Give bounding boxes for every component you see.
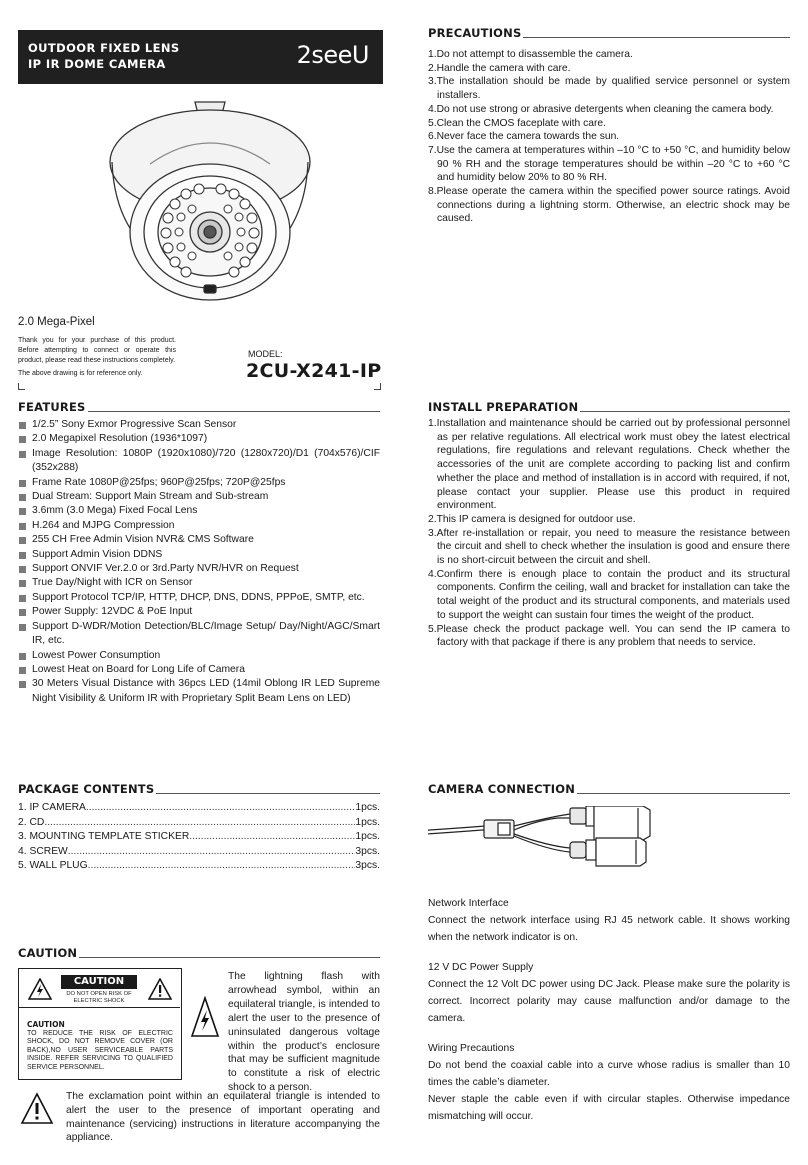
package-item-name: 1. IP CAMERA bbox=[18, 802, 86, 813]
package-item-qty: 1pcs. bbox=[355, 816, 380, 828]
caution-label-header: CAUTION bbox=[61, 975, 137, 989]
brand-logo: 2seeU bbox=[296, 41, 369, 69]
package-item-qty: 1pcs. bbox=[355, 802, 380, 813]
feature-item: H.264 and MJPG Compression bbox=[18, 519, 380, 533]
package-item-name: 5. WALL PLUG bbox=[18, 860, 88, 872]
feature-item: 2.0 Megapixel Resolution (1936*1097) bbox=[18, 432, 380, 446]
lightning-explanation: The lightning flash with arrowhead symbol, within an equilateral triangle, is intended to alert the user to the presence of uninsulated dangerous voltage within the product’s enclosure that may be sufficient magnitude to constitute a risk of electric shock to a person. bbox=[228, 971, 380, 1094]
install-item: 5.Please check the product package well. You can send the IP camera to factory with that package if there is any problem that needs to service. bbox=[428, 623, 790, 649]
features-list bbox=[18, 418, 380, 706]
wiring-text-2: Never staple the cable even if with circular staples. Otherwise impedance mismatching will occur. bbox=[428, 1094, 790, 1122]
package-item bbox=[18, 830, 380, 845]
package-item-qty: 3pcs. bbox=[355, 860, 380, 872]
feature-item: Lowest Heat on Board for Long Life of Camera bbox=[18, 663, 380, 677]
corner-mark-left bbox=[18, 383, 25, 390]
precaution-item: 2.Handle the camera with care. bbox=[428, 62, 571, 74]
title-banner bbox=[18, 30, 383, 84]
precaution-item: 8.Please operate the camera within the specified power source ratings. Avoid connections during a lightning storm. Otherwise, an electric shock may be caused. bbox=[428, 186, 790, 225]
package-item bbox=[18, 801, 380, 816]
feature-item: Support D-WDR/Motion Detection/BLC/Image Setup/ Day/Night/AGC/Smart IR, etc. bbox=[18, 620, 380, 649]
corner-mark-right bbox=[374, 383, 381, 390]
power-text: Connect the 12 Volt DC power using DC Jack. Please make sure the polarity is correct. Incorrect polarity may cause malfunction and/or damage to the camera. bbox=[428, 979, 790, 1024]
precaution-item: 5.Clean the CMOS faceplate with care. bbox=[428, 117, 606, 129]
package-title: PACKAGE CONTENTS bbox=[18, 782, 155, 796]
feature-item: Power Supply: 12VDC & PoE Input bbox=[18, 605, 380, 619]
connection-title: CAMERA CONNECTION bbox=[428, 782, 576, 796]
install-list bbox=[428, 417, 790, 650]
install-item: 3.After re-installation or repair, you need to measure the resistance between the circuit and shell to check whether the insulation is good and ensure there is no short-circuit between the circuit and shell. bbox=[428, 527, 790, 567]
feature-item: True Day/Night with ICR on Sensor bbox=[18, 576, 380, 590]
package-item-qty: 3pcs. bbox=[355, 845, 380, 857]
caution-title: CAUTION bbox=[18, 946, 78, 960]
wiring-text-1: Do not bend the coaxial cable into a curve whose radius is smaller than 10 times the cable’s diameter. bbox=[428, 1060, 790, 1088]
precautions-title: PRECAUTIONS bbox=[428, 26, 522, 40]
caution-label-body: TO REDUCE THE RISK OF ELECTRIC SHOCK, DO NOT REMOVE COVER (OR BACK),NO USER SERVICEABLE PARTS INSIDE. REFER SERVICING TO QUALIFIED SERVICE PERSONNEL. bbox=[27, 1030, 173, 1071]
caution-label-title: CAUTION bbox=[27, 1020, 65, 1029]
precaution-item: 1.Do not attempt to disassemble the camera. bbox=[428, 49, 633, 60]
network-text: Connect the network interface using RJ 45 network cable. It shows working when the network indicator is on. bbox=[428, 915, 790, 943]
network-title: Network Interface bbox=[428, 898, 509, 909]
precautions-heading bbox=[428, 26, 790, 40]
precautions-list bbox=[428, 48, 790, 226]
feature-item: 30 Meters Visual Distance with 36pcs LED (14mil Oblong IR LED Supreme Night Visibility & Uniform IR with Proprietary Split Beam Lens on LED) bbox=[18, 677, 380, 706]
package-item bbox=[18, 859, 380, 874]
model-label: MODEL: bbox=[248, 349, 283, 359]
features-title: FEATURES bbox=[18, 400, 86, 414]
power-title: 12 V DC Power Supply bbox=[428, 962, 534, 973]
package-list bbox=[18, 801, 380, 874]
precaution-item: 4.Do not use strong or abrasive detergents when cleaning the camera body. bbox=[428, 103, 774, 115]
title-line-2: IP IR DOME CAMERA bbox=[28, 57, 166, 71]
install-item: 2.This IP camera is designed for outdoor use. bbox=[428, 513, 636, 525]
feature-item: Dual Stream: Support Main Stream and Sub-stream bbox=[18, 490, 380, 504]
package-item bbox=[18, 845, 380, 860]
cable-connection-diagram bbox=[428, 806, 668, 878]
caution-label-divider bbox=[19, 1007, 180, 1008]
feature-item: Image Resolution: 1080P (1920x1080)/720 (1280x720)/D1 (704x576)/CIF (352x288) bbox=[18, 447, 380, 476]
feature-item: Support ONVIF Ver.2.0 or 3rd.Party NVR/HVR on Request bbox=[18, 562, 380, 576]
precaution-item: 3.The installation should be made by qualified service personnel or system installers. bbox=[428, 76, 790, 102]
connection-heading bbox=[428, 782, 790, 796]
install-item: 4.Confirm there is enough place to contain the product and its structural components. Confirm the ceiling, wall and bracket for installation can take the total weight of the product and its structural components, and materials used to support the weight can sustain four times the weight of the product. bbox=[428, 568, 790, 621]
caution-label bbox=[18, 968, 182, 1080]
precaution-item: 7.Use the camera at temperatures within –10 °C to +50 °C, and humidity below 90 % RH and the storage temperatures should be within –20 °C to +60 °C and humidity below 20% to 80 % RH. bbox=[428, 144, 790, 184]
caution-heading bbox=[18, 946, 380, 960]
package-item-name: 4. SCREW bbox=[18, 845, 68, 857]
package-item bbox=[18, 816, 380, 831]
exclamation-explanation: The exclamation point within an equilateral triangle is intended to alert the user to the presence of important operating and maintenance (servicing) instructions in literature accompanying the appliance. bbox=[66, 1091, 380, 1144]
package-item-qty: 1pcs. bbox=[355, 831, 380, 843]
install-heading bbox=[428, 400, 790, 414]
feature-item: 1/2.5” Sony Exmor Progressive Scan Sensor bbox=[18, 418, 380, 432]
dome-camera-illustration bbox=[100, 92, 320, 310]
package-item-name: 2. CD bbox=[18, 816, 45, 828]
feature-item: Support Admin Vision DDNS bbox=[18, 548, 380, 562]
feature-item: Lowest Power Consumption bbox=[18, 649, 380, 663]
drawing-note: The above drawing is for reference only. bbox=[18, 370, 143, 377]
intro-text: Thank you for your purchase of this product. Before attempting to connect or operate this product, please read these instructions completely. bbox=[18, 337, 176, 364]
package-item-name: 3. MOUNTING TEMPLATE STICKER bbox=[18, 831, 190, 843]
features-heading bbox=[18, 400, 380, 414]
feature-item: Frame Rate 1080P@25fps; 960P@25fps; 720P@25fps bbox=[18, 476, 380, 490]
install-item: 1.Installation and maintenance should be carried out by professional personnel as per relative regulations. All electrical work must obey the latest electrical regulations, fire regulations and relevant regulations. Check whether the accessories of the unit are complete according to packing list and confirm whether the place and method of installation is in accord with required, if not, please contact your supplier. Please use this product in required environment. bbox=[428, 418, 790, 512]
lightning-warning-icon bbox=[28, 978, 52, 1000]
install-title: INSTALL PREPARATION bbox=[428, 400, 579, 414]
caution-label-sub: DO NOT OPEN RISK OF ELECTRIC SHOCK bbox=[66, 991, 132, 1004]
feature-item: 255 CH Free Admin Vision NVR& CMS Software bbox=[18, 533, 380, 547]
feature-item: Support Protocol TCP/IP, HTTP, DHCP, DNS, DDNS, PPPoE, SMTP, etc. bbox=[18, 591, 380, 605]
lightning-symbol-icon bbox=[190, 996, 220, 1040]
package-heading bbox=[18, 782, 380, 796]
precaution-item: 6.Never face the camera towards the sun. bbox=[428, 131, 620, 143]
feature-item: 3.6mm (3.0 Mega) Fixed Focal Lens bbox=[18, 504, 380, 518]
exclamation-warning-icon bbox=[148, 978, 172, 1000]
wiring-title: Wiring Precautions bbox=[428, 1043, 515, 1054]
model-number: 2CU-X241-IP bbox=[246, 360, 382, 382]
exclamation-symbol-icon bbox=[20, 1092, 54, 1126]
title-line-1: OUTDOOR FIXED LENS bbox=[28, 41, 180, 55]
connection-notes bbox=[428, 895, 790, 1125]
megapixel-label: 2.0 Mega-Pixel bbox=[18, 316, 95, 328]
